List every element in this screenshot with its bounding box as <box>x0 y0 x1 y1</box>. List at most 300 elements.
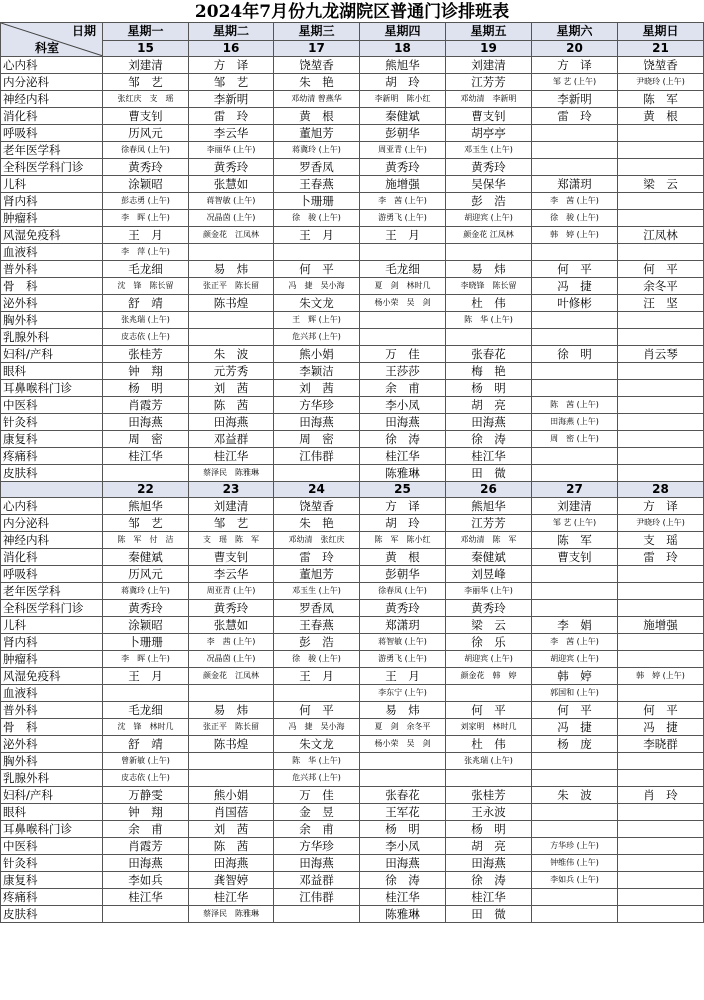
doctor-cell: 易 炜 <box>189 261 274 278</box>
doctor-cell: 韩 婷 <box>532 668 618 685</box>
doctor-cell: 饶堃香 <box>274 498 360 515</box>
doctor-cell: 杨 明 <box>446 380 532 397</box>
doctor-cell: 张桂芳 <box>103 346 189 363</box>
doctor-cell: 冯 捷 <box>618 719 704 736</box>
doctor-cell <box>532 566 618 583</box>
schedule-row <box>1 634 704 651</box>
date-cell: 23 <box>189 482 274 498</box>
doctor-cell: 张红庆 支 瑶 <box>103 91 189 108</box>
schedule-row <box>1 566 704 583</box>
doctor-cell: 曹支钊 <box>189 549 274 566</box>
doctor-cell <box>618 651 704 668</box>
doctor-cell: 元芳秀 <box>189 363 274 380</box>
doctor-cell: 李新明 <box>532 91 618 108</box>
doctor-cell: 杨 明 <box>446 821 532 838</box>
department-name: 妇科/产科 <box>1 787 103 804</box>
doctor-cell <box>618 193 704 210</box>
doctor-cell <box>618 312 704 329</box>
doctor-cell: 王春燕 <box>274 176 360 193</box>
doctor-cell: 朱文龙 <box>274 295 360 312</box>
department-name: 神经内科 <box>1 91 103 108</box>
date-cell: 16 <box>189 40 274 57</box>
doctor-cell: 冯 捷 吴小海 <box>274 278 360 295</box>
doctor-cell: 周 密 (上午) <box>532 431 618 448</box>
schedule-row <box>1 346 704 363</box>
doctor-cell: 方 译 <box>360 498 446 515</box>
doctor-cell <box>532 363 618 380</box>
doctor-cell: 冯 捷 <box>532 278 618 295</box>
doctor-cell: 黄秀玲 <box>446 159 532 176</box>
department-name: 疼痛科 <box>1 448 103 465</box>
schedule-row <box>1 91 704 108</box>
doctor-cell: 李云华 <box>189 566 274 583</box>
doctor-cell: 支 瑶 陈 军 <box>189 532 274 549</box>
doctor-cell: 颜金花 韩 婷 <box>446 668 532 685</box>
doctor-cell: 梅 艳 <box>446 363 532 380</box>
doctor-cell <box>618 906 704 923</box>
doctor-cell <box>189 753 274 770</box>
doctor-cell: 张春花 <box>360 787 446 804</box>
schedule-row <box>1 57 704 74</box>
doctor-cell: 田海燕 <box>446 855 532 872</box>
doctor-cell: 黄秀玲 <box>189 159 274 176</box>
doctor-cell: 彭 浩 <box>274 634 360 651</box>
page-title: 2024年7月份九龙湖院区普通门诊排班表 <box>194 2 510 22</box>
doctor-cell: 杨小荣 吴 剑 <box>360 736 446 753</box>
schedule-row <box>1 295 704 312</box>
doctor-cell: 尹晓玲 (上午) <box>618 515 704 532</box>
doctor-cell: 陈 茜 <box>189 397 274 414</box>
doctor-cell: 张慧如 <box>189 617 274 634</box>
doctor-cell: 杨 明 <box>360 821 446 838</box>
doctor-cell: 蔡泽民 陈雅琳 <box>189 465 274 482</box>
doctor-cell: 朱 波 <box>189 346 274 363</box>
doctor-cell: 刘 茜 <box>189 380 274 397</box>
doctor-cell: 彭志勇 (上午) <box>103 193 189 210</box>
doctor-cell: 王莎莎 <box>360 363 446 380</box>
doctor-cell: 王军花 <box>360 804 446 821</box>
department-name: 风湿免疫科 <box>1 668 103 685</box>
doctor-cell: 胡迎宾 (上午) <box>446 210 532 227</box>
schedule-row <box>1 804 704 821</box>
doctor-cell: 胡 亮 <box>446 838 532 855</box>
doctor-cell: 邓益群 <box>274 872 360 889</box>
schedule-row <box>1 753 704 770</box>
doctor-cell <box>446 329 532 346</box>
department-name: 心内科 <box>1 498 103 515</box>
weekday-header: 星期日 <box>618 23 704 41</box>
doctor-cell: 江芳芳 <box>446 74 532 91</box>
doctor-cell: 余 甫 <box>274 821 360 838</box>
doctor-cell: 杜 伟 <box>446 736 532 753</box>
doctor-cell: 徐 明 <box>532 346 618 363</box>
doctor-cell: 彭 浩 <box>446 193 532 210</box>
schedule-row <box>1 261 704 278</box>
doctor-cell: 蔡泽民 陈雅琳 <box>189 906 274 923</box>
department-name: 皮肤科 <box>1 906 103 923</box>
date-cell: 27 <box>532 482 618 498</box>
header-corner <box>1 23 103 57</box>
doctor-cell: 李 茜 (上午) <box>532 634 618 651</box>
doctor-cell: 雷 玲 <box>618 549 704 566</box>
doctor-cell: 徐 涛 <box>360 431 446 448</box>
department-name: 耳鼻喉科门诊 <box>1 821 103 838</box>
doctor-cell <box>618 838 704 855</box>
doctor-cell: 游勇飞 (上午) <box>360 651 446 668</box>
department-name: 呼吸科 <box>1 125 103 142</box>
doctor-cell: 徐春凤 (上午) <box>103 142 189 159</box>
doctor-cell: 杨小荣 吴 剑 <box>360 295 446 312</box>
doctor-cell: 肖 玲 <box>618 787 704 804</box>
doctor-cell: 江芳芳 <box>446 515 532 532</box>
doctor-cell <box>618 397 704 414</box>
doctor-cell: 邓玉生 (上午) <box>274 583 360 600</box>
doctor-cell: 况晶茵 (上午) <box>189 210 274 227</box>
schedule-row <box>1 702 704 719</box>
doctor-cell <box>532 159 618 176</box>
doctor-cell: 方 译 <box>189 57 274 74</box>
doctor-cell: 沈 锋 林时几 <box>103 719 189 736</box>
doctor-cell: 田海燕 <box>360 414 446 431</box>
doctor-cell <box>618 142 704 159</box>
date-cell: 28 <box>618 482 704 498</box>
doctor-cell: 颜金花 江凤林 <box>189 227 274 244</box>
doctor-cell <box>532 125 618 142</box>
doctor-cell <box>618 753 704 770</box>
doctor-cell: 陈 军 <box>618 91 704 108</box>
doctor-cell: 田海燕 <box>103 855 189 872</box>
doctor-cell: 李丽华 (上午) <box>446 583 532 600</box>
doctor-cell: 王 月 <box>274 227 360 244</box>
doctor-cell: 江伟群 <box>274 448 360 465</box>
doctor-cell: 涂颖昭 <box>103 617 189 634</box>
doctor-cell: 胡迎宾 (上午) <box>532 651 618 668</box>
doctor-cell: 冯 捷 <box>532 719 618 736</box>
doctor-cell: 游勇飞 (上午) <box>360 210 446 227</box>
doctor-cell: 田 微 <box>446 906 532 923</box>
date-cell: 17 <box>274 40 360 57</box>
doctor-cell <box>103 685 189 702</box>
doctor-cell: 张兆瑞 (上午) <box>103 312 189 329</box>
doctor-cell <box>618 380 704 397</box>
doctor-cell <box>618 431 704 448</box>
date-cell: 19 <box>446 40 532 57</box>
doctor-cell: 吴保华 <box>446 176 532 193</box>
doctor-cell <box>618 855 704 872</box>
doctor-cell: 何 平 <box>618 261 704 278</box>
doctor-cell: 熊旭华 <box>103 498 189 515</box>
doctor-cell: 徐 骏 (上午) <box>274 651 360 668</box>
doctor-cell: 江凤林 <box>618 227 704 244</box>
doctor-cell: 杨 明 <box>103 380 189 397</box>
doctor-cell: 张兆瑞 (上午) <box>446 753 532 770</box>
doctor-cell: 桂江华 <box>189 889 274 906</box>
doctor-cell: 徐 涛 <box>446 431 532 448</box>
doctor-cell <box>618 583 704 600</box>
doctor-cell: 郭国和 (上午) <box>532 685 618 702</box>
doctor-cell: 陈 华 (上午) <box>274 753 360 770</box>
doctor-cell: 易 炜 <box>360 702 446 719</box>
doctor-cell: 李颖洁 <box>274 363 360 380</box>
doctor-cell: 郑潇玥 <box>360 617 446 634</box>
doctor-cell: 黄秀玲 <box>360 600 446 617</box>
doctor-cell: 刘建清 <box>446 57 532 74</box>
schedule-row <box>1 380 704 397</box>
weekday-header: 星期三 <box>274 23 360 41</box>
doctor-cell <box>532 804 618 821</box>
doctor-cell <box>532 889 618 906</box>
doctor-cell: 毛龙细 <box>103 702 189 719</box>
doctor-cell: 刘建清 <box>103 57 189 74</box>
doctor-cell: 邓益群 <box>189 431 274 448</box>
doctor-cell: 李小凤 <box>360 397 446 414</box>
doctor-cell <box>618 159 704 176</box>
doctor-cell: 黄 根 <box>360 549 446 566</box>
dept-label: 科室 <box>35 41 60 55</box>
weekday-header: 星期四 <box>360 23 446 41</box>
doctor-cell: 胡 玲 <box>360 515 446 532</box>
doctor-cell: 朱文龙 <box>274 736 360 753</box>
date-cell: 21 <box>618 40 704 57</box>
doctor-cell: 沈 锋 陈长留 <box>103 278 189 295</box>
doctor-cell <box>618 634 704 651</box>
date-cell: 20 <box>532 40 618 57</box>
doctor-cell: 桂江华 <box>103 448 189 465</box>
doctor-cell <box>618 448 704 465</box>
doctor-cell: 舒 靖 <box>103 736 189 753</box>
doctor-cell: 卜珊珊 <box>274 193 360 210</box>
department-name: 胸外科 <box>1 753 103 770</box>
doctor-cell: 万静雯 <box>103 787 189 804</box>
doctor-cell: 毛龙细 <box>103 261 189 278</box>
doctor-cell: 李 晖 (上午) <box>103 651 189 668</box>
schedule-row <box>1 227 704 244</box>
doctor-cell: 熊旭华 <box>446 498 532 515</box>
date-cell: 24 <box>274 482 360 498</box>
doctor-cell: 王永波 <box>446 804 532 821</box>
department-name: 心内科 <box>1 57 103 74</box>
doctor-cell: 秦健斌 <box>360 108 446 125</box>
schedule-row <box>1 736 704 753</box>
schedule-row <box>1 651 704 668</box>
date-cell: 25 <box>360 482 446 498</box>
doctor-cell: 黄秀玲 <box>360 159 446 176</box>
doctor-cell: 桂江华 <box>360 889 446 906</box>
schedule-row <box>1 108 704 125</box>
doctor-cell: 李 晖 (上午) <box>103 210 189 227</box>
doctor-cell: 况晶茵 (上午) <box>189 651 274 668</box>
doctor-cell: 王 月 <box>103 668 189 685</box>
schedule-row <box>1 498 704 515</box>
date-row <box>1 40 704 57</box>
department-name: 普外科 <box>1 702 103 719</box>
doctor-cell: 张正平 陈长留 <box>189 278 274 295</box>
doctor-cell: 曹支钊 <box>446 108 532 125</box>
doctor-cell: 杨 庞 <box>532 736 618 753</box>
schedule-row <box>1 821 704 838</box>
doctor-cell <box>274 465 360 482</box>
department-name: 妇科/产科 <box>1 346 103 363</box>
doctor-cell: 李新明 陈小红 <box>360 91 446 108</box>
doctor-cell: 金 昱 <box>274 804 360 821</box>
doctor-cell: 刘建清 <box>532 498 618 515</box>
doctor-cell: 尹晓玲 (上午) <box>618 74 704 91</box>
doctor-cell: 周亚青 (上午) <box>360 142 446 159</box>
schedule-row <box>1 244 704 261</box>
doctor-cell: 万 佳 <box>274 787 360 804</box>
doctor-cell: 邹 艺 <box>189 74 274 91</box>
schedule-row <box>1 532 704 549</box>
doctor-cell: 邓幼清 张红庆 <box>274 532 360 549</box>
doctor-cell: 张桂芳 <box>446 787 532 804</box>
schedule-row <box>1 617 704 634</box>
doctor-cell: 周亚青 (上午) <box>189 583 274 600</box>
doctor-cell: 黄秀玲 <box>103 159 189 176</box>
doctor-cell: 朱 艳 <box>274 74 360 91</box>
schedule-row <box>1 159 704 176</box>
department-name: 骨 科 <box>1 719 103 736</box>
schedule-row <box>1 414 704 431</box>
department-name: 眼科 <box>1 363 103 380</box>
doctor-cell: 陈 华 (上午) <box>446 312 532 329</box>
doctor-cell: 邹 艺 <box>103 515 189 532</box>
schedule-row <box>1 855 704 872</box>
doctor-cell: 李如兵 <box>103 872 189 889</box>
doctor-cell: 黄秀玲 <box>103 600 189 617</box>
doctor-cell: 余冬平 <box>618 278 704 295</box>
doctor-cell <box>532 380 618 397</box>
doctor-cell: 陈雅琳 <box>360 465 446 482</box>
doctor-cell: 方华珍 <box>274 838 360 855</box>
doctor-cell: 钟 翔 <box>103 804 189 821</box>
doctor-cell: 李小凤 <box>360 838 446 855</box>
doctor-cell <box>618 125 704 142</box>
doctor-cell <box>360 244 446 261</box>
schedule-row <box>1 838 704 855</box>
doctor-cell: 蒋智敏 (上午) <box>189 193 274 210</box>
doctor-cell <box>618 363 704 380</box>
doctor-cell <box>618 465 704 482</box>
doctor-cell: 支 瑶 <box>618 532 704 549</box>
doctor-cell: 徐 涛 <box>360 872 446 889</box>
doctor-cell: 邹 艺 <box>103 74 189 91</box>
doctor-cell <box>532 821 618 838</box>
doctor-cell: 颜金花 江凤林 <box>446 227 532 244</box>
doctor-cell: 卜珊珊 <box>103 634 189 651</box>
doctor-cell: 陈书煌 <box>189 736 274 753</box>
doctor-cell: 田海燕 <box>274 414 360 431</box>
schedule-row <box>1 889 704 906</box>
doctor-cell: 刘家明 林时几 <box>446 719 532 736</box>
doctor-cell: 施增强 <box>360 176 446 193</box>
department-name: 乳腺外科 <box>1 329 103 346</box>
department-name: 全科医学科门诊 <box>1 600 103 617</box>
doctor-cell <box>618 821 704 838</box>
schedule-row <box>1 465 704 482</box>
department-name: 骨 科 <box>1 278 103 295</box>
doctor-cell: 雷 玲 <box>274 549 360 566</box>
schedule-row <box>1 787 704 804</box>
doctor-cell: 田海燕 <box>446 414 532 431</box>
doctor-cell: 徐 乐 <box>446 634 532 651</box>
doctor-cell: 胡亭亭 <box>446 125 532 142</box>
doctor-cell: 邓幼清 陈 军 <box>446 532 532 549</box>
doctor-cell: 黄 根 <box>618 108 704 125</box>
doctor-cell: 徐 骏 (上午) <box>274 210 360 227</box>
weekday-header: 星期二 <box>189 23 274 41</box>
department-name: 全科医学科门诊 <box>1 159 103 176</box>
doctor-cell: 彭朝华 <box>360 566 446 583</box>
doctor-cell: 胡 亮 <box>446 397 532 414</box>
doctor-cell <box>532 906 618 923</box>
department-name: 血液科 <box>1 685 103 702</box>
doctor-cell: 王春燕 <box>274 617 360 634</box>
doctor-cell: 刘建清 <box>189 498 274 515</box>
doctor-cell: 桂江华 <box>360 448 446 465</box>
schedule-row <box>1 278 704 295</box>
doctor-cell: 汪 坚 <box>618 295 704 312</box>
doctor-cell: 田海燕 <box>189 414 274 431</box>
department-name: 乳腺外科 <box>1 770 103 787</box>
doctor-cell: 田海燕 <box>103 414 189 431</box>
department-name: 康复科 <box>1 431 103 448</box>
doctor-cell: 邓幼清 曾燕华 <box>274 91 360 108</box>
schedule-row <box>1 397 704 414</box>
doctor-cell <box>360 312 446 329</box>
schedule-row <box>1 770 704 787</box>
doctor-cell: 李新明 <box>189 91 274 108</box>
doctor-cell: 方 译 <box>532 57 618 74</box>
doctor-cell: 龚智婷 <box>189 872 274 889</box>
doctor-cell: 邹 艺 <box>189 515 274 532</box>
doctor-cell: 杜 伟 <box>446 295 532 312</box>
doctor-cell: 钟维伟 (上午) <box>532 855 618 872</box>
doctor-cell <box>618 685 704 702</box>
doctor-cell: 王 月 <box>103 227 189 244</box>
doctor-cell: 邹 艺 (上午) <box>532 74 618 91</box>
doctor-cell: 曾新敏 (上午) <box>103 753 189 770</box>
doctor-cell: 何 平 <box>532 702 618 719</box>
doctor-cell: 何 平 <box>274 702 360 719</box>
doctor-cell: 韩 婷 (上午) <box>618 668 704 685</box>
doctor-cell: 皮志依 (上午) <box>103 770 189 787</box>
doctor-cell: 梁 云 <box>618 176 704 193</box>
doctor-cell: 方华珍 (上午) <box>532 838 618 855</box>
doctor-cell: 王 辉 (上午) <box>274 312 360 329</box>
doctor-cell <box>618 414 704 431</box>
doctor-cell: 雷 玲 <box>189 108 274 125</box>
department-name: 神经内科 <box>1 532 103 549</box>
doctor-cell: 雷 玲 <box>532 108 618 125</box>
doctor-cell <box>103 465 189 482</box>
doctor-cell: 陈雅琳 <box>360 906 446 923</box>
doctor-cell: 李晓锋 陈长留 <box>446 278 532 295</box>
doctor-cell: 蒋冀玲 (上午) <box>274 142 360 159</box>
doctor-cell: 李 萍 (上午) <box>103 244 189 261</box>
doctor-cell <box>189 685 274 702</box>
doctor-cell: 熊小娟 <box>189 787 274 804</box>
doctor-cell <box>532 753 618 770</box>
doctor-cell: 陈 茜 (上午) <box>532 397 618 414</box>
doctor-cell <box>274 906 360 923</box>
doctor-cell <box>446 685 532 702</box>
date-cell: 15 <box>103 40 189 57</box>
doctor-cell: 何 平 <box>532 261 618 278</box>
schedule-row <box>1 431 704 448</box>
doctor-cell: 梁 云 <box>446 617 532 634</box>
schedule-row <box>1 329 704 346</box>
doctor-cell: 张慧如 <box>189 176 274 193</box>
